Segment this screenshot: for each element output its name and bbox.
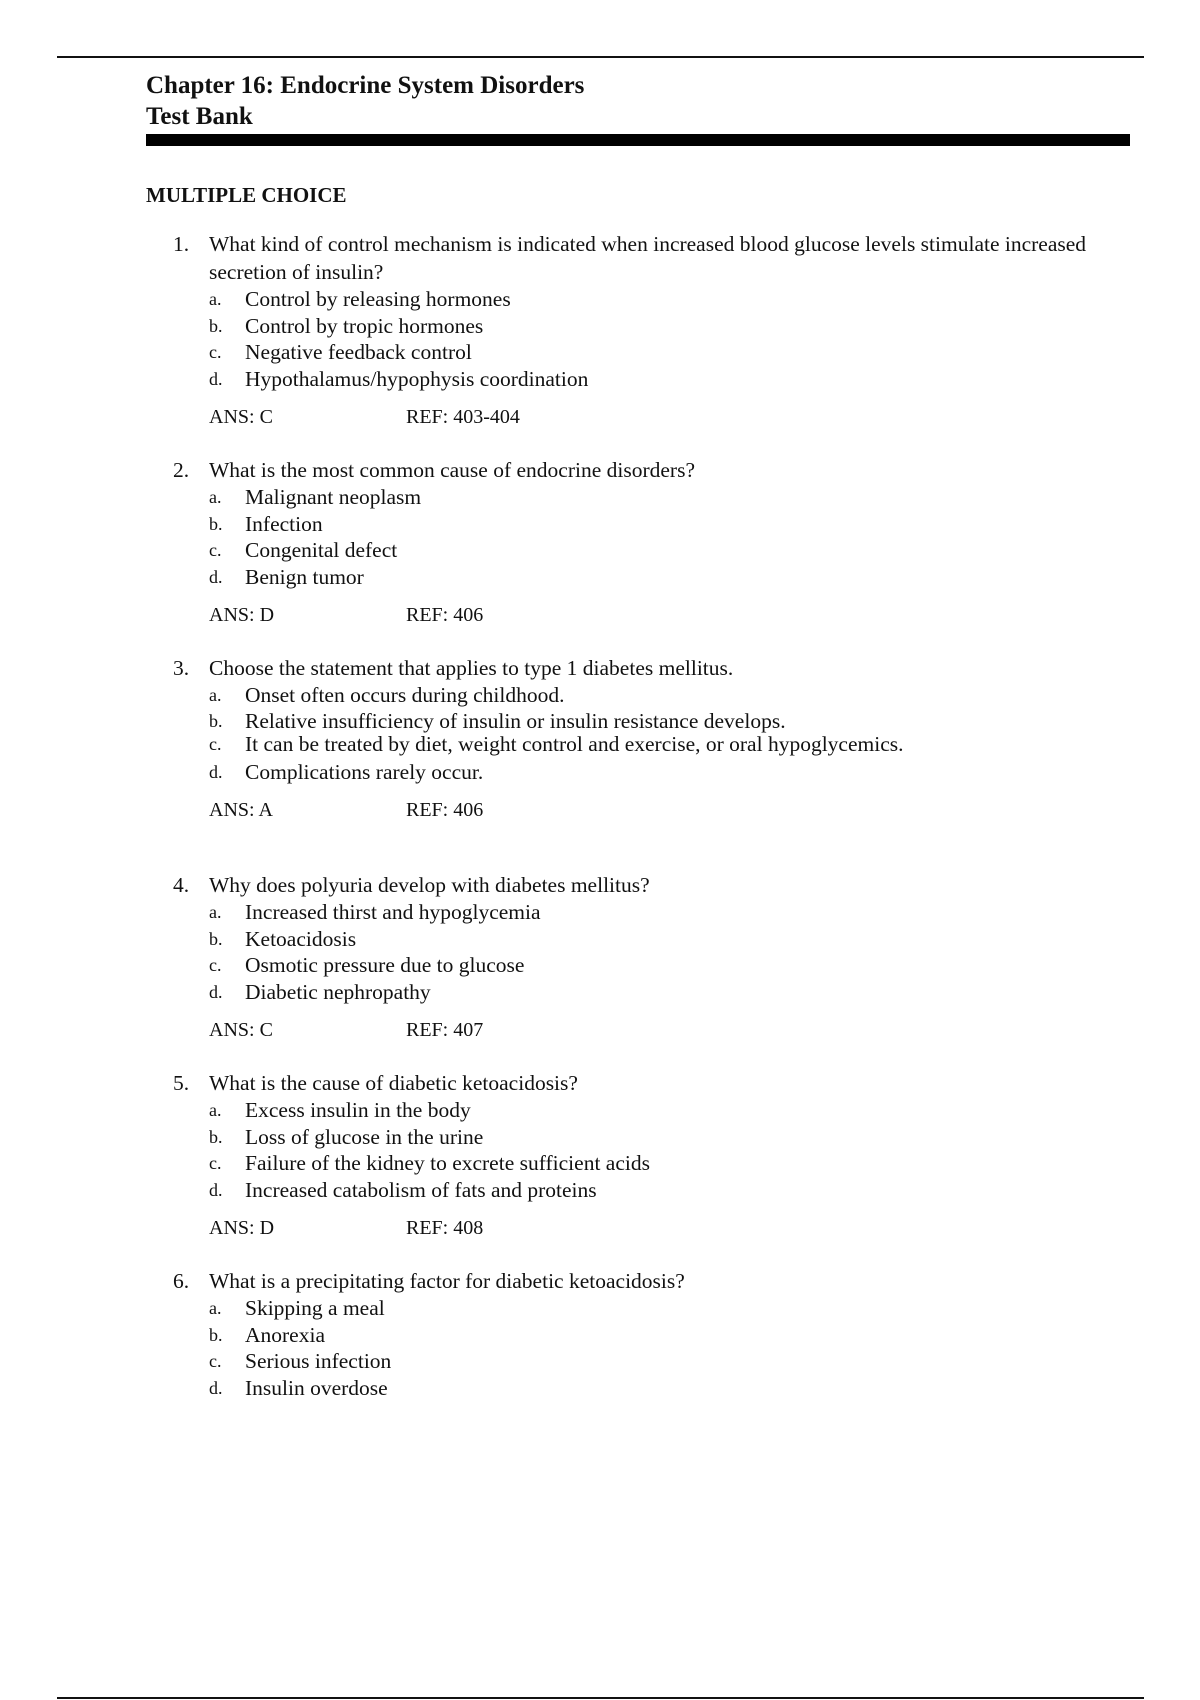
option-text: Control by releasing hormones — [245, 287, 511, 311]
reference: REF: 403-404 — [406, 406, 520, 428]
reference: REF: 407 — [406, 1019, 484, 1041]
option-text: Insulin overdose — [245, 1375, 388, 1400]
option-letter: c. — [209, 955, 222, 975]
option-text: Loss of glucose in the urine — [245, 1124, 484, 1149]
option-d — [209, 759, 1130, 786]
option-text: Onset often occurs during childhood. — [245, 683, 565, 707]
option-text: Serious infection — [245, 1349, 392, 1373]
question-4 — [146, 871, 1130, 1043]
question-2 — [146, 456, 1130, 628]
bottom-rule — [57, 1697, 1144, 1699]
option-a — [209, 899, 1130, 926]
question-text: What kind of control mechanism is indicated when increased blood glucose levels stimulate increased secretion of insulin? — [209, 232, 1087, 284]
option-b — [209, 1322, 1130, 1349]
question-text: Choose the statement that applies to type 1 diabetes mellitus. — [209, 656, 734, 680]
option-letter: b. — [209, 928, 223, 949]
reference: REF: 408 — [406, 1217, 484, 1239]
option-a — [209, 484, 1130, 511]
option-text: Complications rarely occur. — [245, 759, 484, 784]
option-c — [209, 733, 1130, 755]
question-number: 2. — [173, 458, 190, 482]
section-title: MULTIPLE CHOICE — [146, 183, 347, 207]
question-number: 6. — [173, 1269, 190, 1293]
question-text: What is a precipitating factor for diabetic ketoacidosis? — [209, 1269, 685, 1293]
option-letter: b. — [209, 315, 223, 336]
option-letter: c. — [209, 342, 222, 362]
option-text: Failure of the kidney to excrete sufficient acids — [245, 1151, 650, 1175]
option-letter: a. — [209, 289, 222, 309]
option-letter: d. — [209, 1179, 223, 1200]
answer-line — [209, 1017, 1130, 1043]
option-a — [209, 682, 1130, 709]
option-c — [209, 1150, 1130, 1177]
question-5 — [146, 1069, 1130, 1241]
answer-key: ANS: A — [209, 799, 273, 821]
option-letter: a. — [209, 902, 222, 922]
question-number: 4. — [173, 873, 190, 897]
option-letter: a. — [209, 487, 222, 507]
option-letter: b. — [209, 513, 223, 534]
option-b — [209, 709, 1130, 733]
option-list — [209, 1295, 1130, 1401]
option-text: Infection — [245, 511, 323, 536]
reference: REF: 406 — [406, 604, 484, 626]
option-a — [209, 286, 1130, 313]
option-letter: b. — [209, 1126, 223, 1147]
option-list — [209, 1097, 1130, 1203]
answer-line — [209, 602, 1130, 628]
option-text: Diabetic nephropathy — [245, 979, 431, 1004]
option-letter: b. — [209, 710, 223, 731]
option-b — [209, 1124, 1130, 1151]
option-text: Hypothalamus/hypophysis coordination — [245, 366, 589, 391]
option-d — [209, 979, 1130, 1006]
option-list — [209, 682, 1130, 785]
option-list — [209, 484, 1130, 590]
question-text: What is the cause of diabetic ketoacidosis? — [209, 1071, 578, 1095]
option-b — [209, 313, 1130, 340]
reference: REF: 406 — [406, 799, 484, 821]
option-letter: d. — [209, 1377, 223, 1398]
option-text: Malignant neoplasm — [245, 485, 422, 509]
option-text: Increased thirst and hypoglycemia — [245, 900, 541, 924]
option-text: Relative insufficiency of insulin or insulin resistance develops. — [245, 708, 786, 733]
option-d — [209, 366, 1130, 393]
answer-key: ANS: C — [209, 406, 273, 428]
option-text: Excess insulin in the body — [245, 1098, 471, 1122]
option-c — [209, 952, 1130, 979]
option-letter: c. — [209, 1351, 222, 1371]
option-letter: d. — [209, 981, 223, 1002]
answer-key: ANS: D — [209, 1217, 275, 1239]
option-list — [209, 899, 1130, 1005]
chapter-title: Chapter 16: Endocrine System Disorders — [146, 72, 585, 99]
question-text: Why does polyuria develop with diabetes mellitus? — [209, 873, 650, 897]
option-a — [209, 1097, 1130, 1124]
option-c — [209, 1348, 1130, 1375]
option-text: Osmotic pressure due to glucose — [245, 953, 525, 977]
option-text: Benign tumor — [245, 564, 364, 589]
question-list — [146, 230, 1130, 1401]
option-c — [209, 537, 1130, 564]
option-text: Skipping a meal — [245, 1296, 385, 1320]
option-letter: a. — [209, 1100, 222, 1120]
question-1 — [146, 230, 1130, 430]
option-text: It can be treated by diet, weight control and exercise, or oral hypoglycemics. — [245, 731, 904, 756]
option-text: Negative feedback control — [245, 340, 472, 364]
option-letter: c. — [209, 733, 222, 754]
option-list — [209, 286, 1130, 392]
option-letter: c. — [209, 540, 222, 560]
question-number: 5. — [173, 1071, 190, 1095]
option-text: Anorexia — [245, 1322, 325, 1347]
option-d — [209, 564, 1130, 591]
answer-line — [209, 1215, 1130, 1241]
answer-key: ANS: C — [209, 1019, 273, 1041]
header-bar — [146, 134, 1130, 146]
option-b — [209, 511, 1130, 538]
option-text: Ketoacidosis — [245, 926, 357, 951]
answer-line — [209, 404, 1130, 430]
question-3 — [146, 654, 1130, 823]
question-number: 1. — [173, 232, 190, 256]
option-d — [209, 1177, 1130, 1204]
option-letter: b. — [209, 1324, 223, 1345]
option-b — [209, 926, 1130, 953]
option-letter: a. — [209, 685, 222, 705]
option-letter: d. — [209, 566, 223, 587]
question-number: 3. — [173, 656, 190, 680]
option-letter: d. — [209, 761, 223, 782]
chapter-subtitle: Test Bank — [146, 103, 253, 130]
option-letter: a. — [209, 1298, 222, 1318]
answer-key: ANS: D — [209, 604, 275, 626]
option-a — [209, 1295, 1130, 1322]
option-letter: d. — [209, 368, 223, 389]
top-rule — [57, 56, 1144, 58]
option-d — [209, 1375, 1130, 1402]
question-6 — [146, 1267, 1130, 1401]
option-letter: c. — [209, 1153, 222, 1173]
option-text: Control by tropic hormones — [245, 313, 484, 338]
question-text: What is the most common cause of endocrine disorders? — [209, 458, 695, 482]
option-text: Increased catabolism of fats and proteins — [245, 1177, 597, 1202]
option-c — [209, 339, 1130, 366]
option-text: Congenital defect — [245, 538, 398, 562]
page-header — [146, 70, 1130, 146]
answer-line — [209, 797, 1130, 823]
